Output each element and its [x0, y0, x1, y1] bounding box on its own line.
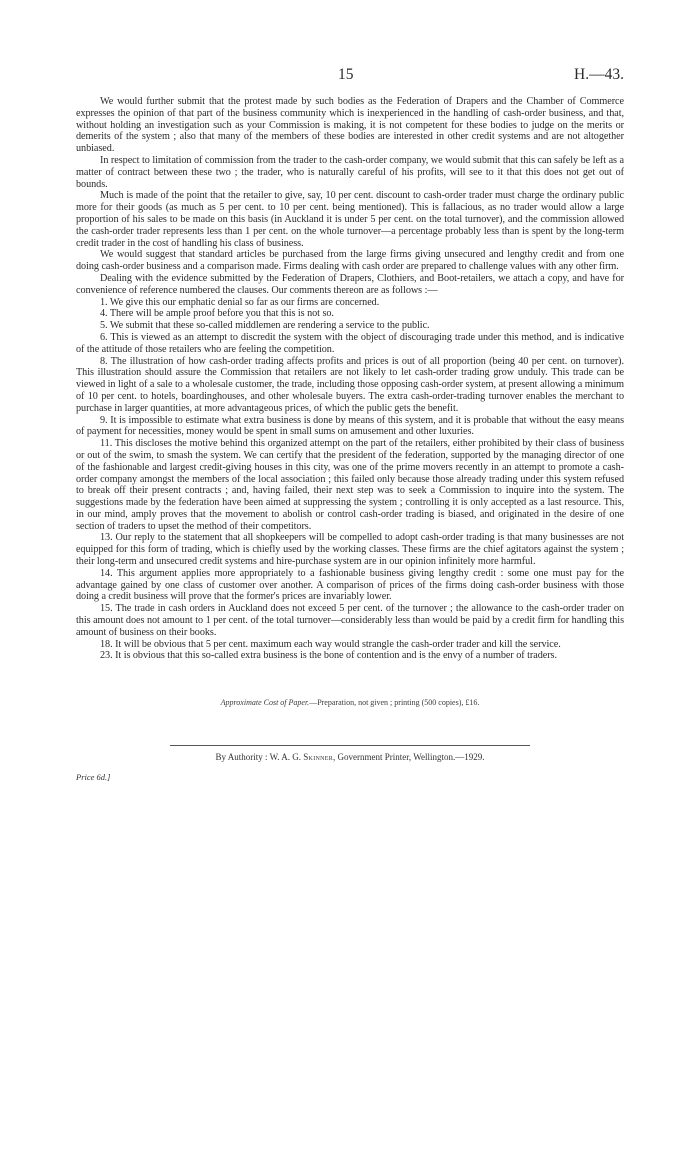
- cost-text: —Preparation, not given ; printing (500 copies), £16.: [309, 698, 480, 708]
- cost-footnote: [76, 698, 624, 707]
- clause-23: 23. It is obvious that this so-called extra business is the bone of contention and is the envy of a number of traders.: [100, 650, 557, 662]
- clause-13: 13. Our reply to the statement that all shopkeepers will be compelled to adopt cash-order trading is that many businesses are not equipped for this form of trading, which is chiefly used by the working classes. These firms are the chief agitators against the system ; their long-term and unsecured credit systems and hire-purchase system are in our opinion infinitely more harmful.: [76, 532, 624, 568]
- clause-18: 18. It will be obvious that 5 per cent. maximum each way would strangle the cash-order trader and kill the service.: [100, 638, 561, 650]
- paragraph-standard-articles: We would suggest that standard articles be purchased from the large firms giving unsecured and lengthy credit and from one doing cash-order business and a comparison made. Firms dealing with cash order are prepared to challenge values with any other firm.: [76, 249, 624, 273]
- clause-8: 8. The illustration of how cash-order trading affects profits and prices is out of all proportion (being 40 per cent. on turnover). This illustration should assure the Commission that retailers are not likely to let cash-order trading grow unduly. This trade can be viewed in light of a sale to a wholesale customer, the trade, including those opposing cash-order system, at present allowing a minimum of 10 per cent. to hotels, boardinghouses, and other wholesale buyers. The extra cash-order-trading turnover enables the merchant to purchase in larger quantities, at more advantageous prices, of which the public gets the benefit.: [76, 355, 624, 414]
- clause-4: 4. There will be ample proof before you that this is not so.: [100, 308, 334, 320]
- page-header: [76, 66, 624, 96]
- clause-14: 14. This argument applies more appropriately to a fashionable business giving lengthy credit : some one must pay for the advantage gained by one class of customer over another. A comparison of prices of the firms doing cash-order business with those doing a credit business will prove that the former's prices are invariably lower.: [76, 567, 624, 603]
- document-page: [76, 66, 624, 782]
- printer-name: Skinner: [303, 752, 334, 763]
- clause-9: 9. It is impossible to estimate what extra business is done by means of this system, and it is probable that without the easy means of payment for necessities, money would be spent in small sums on amusement and other luxuries.: [76, 414, 624, 438]
- clause-1: 1. We give this our emphatic denial so far as our firms are concerned.: [100, 296, 380, 308]
- clause-5: 5. We submit that these so-called middlemen are rendering a service to the public.: [100, 320, 430, 332]
- cost-label: Approximate Cost of Paper.: [220, 698, 310, 708]
- clause-11: 11. This discloses the motive behind this organized attempt on the part of the retailers, either prohibited by their class of business or out of the swim, to smash the system. We can certify that the president of the federation, supported by the managing director of one of the fashionable and largest credit-giving houses in this city, was one of the prime movers recently in an attempt to promote a cash-order company amongst the members of the local association ; this failed only because those already trading under this system refused to break off their present contracts ; and, having failed, their next step was to seek a Commission to inquire into the system. The suggestions made by the federation have been aimed at suppressing the system ; controlling it is only accepted as a last resource. This, in our mind, amply proves that the movement to abolish or control cash-order trading is biased, and originated in the desire of one section of traders to upset the method of their competitors.: [76, 438, 624, 532]
- printer-authority: [76, 752, 624, 762]
- paragraph-federation-evidence: Dealing with the evidence submitted by the Federation of Drapers, Clothiers, and Boot-retailers, we attach a copy, and have for convenience of reference numbered the clauses. Our comments thereon are as follows :—: [76, 272, 624, 296]
- authority-divider: [170, 745, 530, 746]
- clause-15: 15. The trade in cash orders in Auckland does not exceed 5 per cent. of the turnover ; the allowance to the cash-order trader on this amount does not amount to 1 per cent. of the total turnover—considerably less than would be paid by a credit firm for handling this amount of business on their books.: [76, 603, 624, 638]
- document-reference: H.—43.: [574, 66, 624, 83]
- paragraph-commission-limit: In respect to limitation of commission from the trader to the cash-order company, we would submit that this can safely be left as a matter of contract between these two ; the trader, who is naturally careful of his profits, will see to it that this does not get out of bounds.: [76, 154, 624, 190]
- authority-suffix: , Government Printer, Wellington.—1929.: [333, 752, 485, 763]
- authority-prefix: By Authority : W. A. G.: [215, 752, 304, 763]
- clause-6: 6. This is viewed as an attempt to discredit the system with the object of discouraging trade under this method, and is indicative of the attitude of those retailers who are feeling the competition.: [76, 331, 624, 355]
- document-body: [76, 96, 624, 662]
- price-label: Price 6d.]: [76, 772, 111, 783]
- paragraph-protest: We would further submit that the protest made by such bodies as the Federation of Drapers and the Chamber of Commerce expresses the opinion of that part of the business community which is inexperienced in the handling of cash-order business, and that, without holding an investigation such as your Commission is making, it is not competent for these bodies to judge on the merits or demerits of the system ; also that many of the members of these bodies are interested in other credit systems and are not altogether unbiased.: [76, 96, 624, 155]
- page-number: 15: [338, 66, 354, 83]
- paragraph-discount: Much is made of the point that the retailer to give, say, 10 per cent. discount to cash-order trader must charge the ordinary public more for their goods (as much as 5 per cent. to 10 per cent. being mentioned). This is fallacious, as no trader would allow a large proportion of his sales to be made on this basis (in Auckland it is under 5 per cent. on the total turnover), and the commission allowed the cash-order trader represents less than 1 per cent. on the whole turnover—a percentage probably less than is spent by the long-term credit trader in the cost of handling his class of business.: [76, 190, 624, 249]
